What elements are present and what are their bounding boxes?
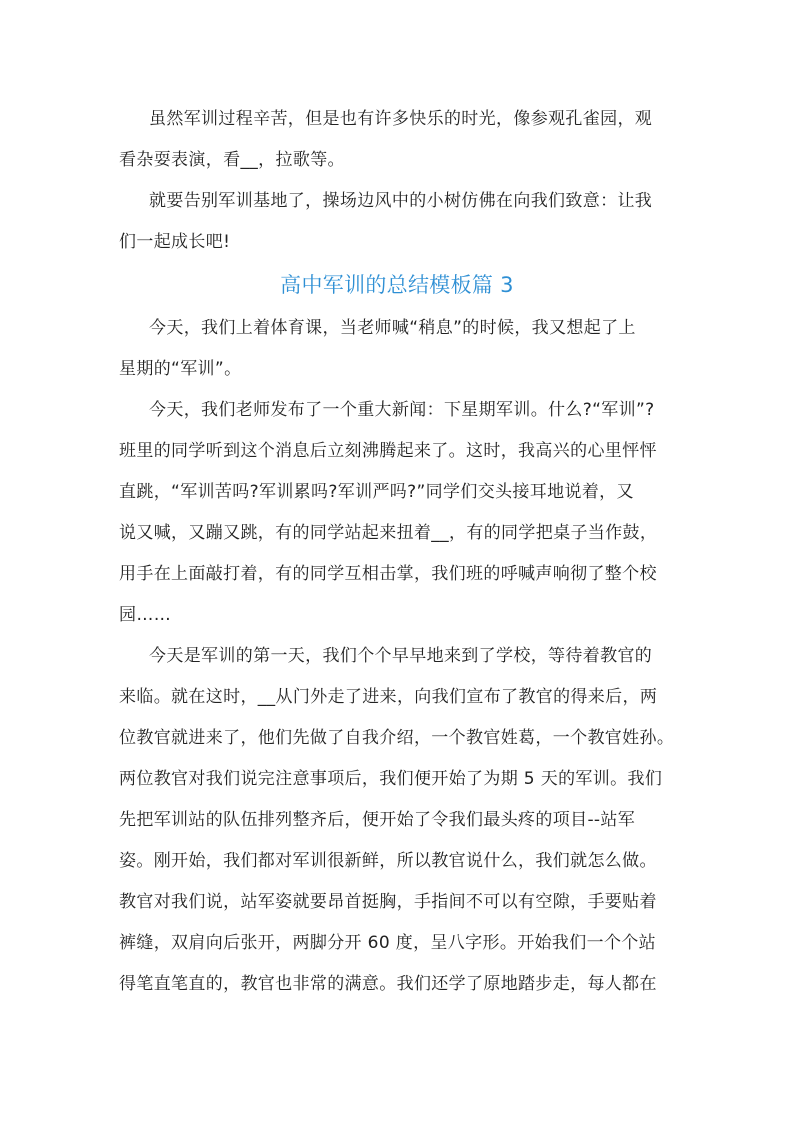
body-section <box>119 308 675 1005</box>
paragraph-line: 说又喊，又蹦又跳，有的同学站起来扭着__，有的同学把桌子当作鼓， <box>119 523 658 543</box>
paragraph-line: 园…… <box>119 605 172 625</box>
paragraph-line: 直跳，“军训苦吗?军训累吗?军训严吗?”同学们交头接耳地说着，又 <box>119 482 634 502</box>
paragraph-line: 两位教官对我们说完注意事项后，我们便开始了为期 5 天的军训。我们 <box>119 769 663 789</box>
paragraph <box>119 390 675 636</box>
paragraph-line: 先把军训站的队伍排列整齐后，便开始了令我们最头疼的项目--站军 <box>119 810 636 830</box>
section-heading: 高中军训的总结模板篇 3 <box>280 273 514 297</box>
paragraph-line: 教官对我们说，站军姿就要昂首挺胸，手指间不可以有空隙，手要贴着 <box>119 892 657 912</box>
paragraph-line: 姿。刚开始，我们都对军训很新鲜，所以教官说什么，我们就怎么做。 <box>119 851 657 871</box>
paragraph-line: 星期的“军训”。 <box>119 359 242 379</box>
paragraph-line: 们一起成长吧! <box>119 232 231 252</box>
paragraph <box>119 181 675 263</box>
paragraph-line: 虽然军训过程辛苦，但是也有许多快乐的时光，像参观孔雀园，观 <box>149 109 653 129</box>
paragraph-line: 来临。就在这时，__从门外走了进来，向我们宣布了教官的得来后，两 <box>119 687 658 707</box>
paragraph-line: 今天，我们老师发布了一个重大新闻：下星期军训。什么?“军训”? <box>149 400 655 420</box>
paragraph <box>119 99 675 181</box>
paragraph-line: 得笔直笔直的，教官也非常的满意。我们还学了原地踏步走，每人都在 <box>119 974 657 994</box>
paragraph-line: 看杂耍表演，看__，拉歌等。 <box>119 150 345 170</box>
paragraph-line: 裤缝，双肩向后张开，两脚分开 60 度，呈八字形。开始我们一个个站 <box>119 933 656 953</box>
paragraph-line: 位教官就进来了，他们先做了自我介绍，一个教官姓葛，一个教官姓孙。 <box>119 728 675 748</box>
paragraph <box>119 636 675 1005</box>
paragraph-line: 今天是军训的第一天，我们个个早早地来到了学校，等待着教官的 <box>149 646 653 666</box>
top-section <box>119 99 675 263</box>
paragraph-line: 今天，我们上着体育课，当老师喊“稍息”的时候，我又想起了上 <box>149 318 636 338</box>
paragraph-line: 班里的同学听到这个消息后立刻沸腾起来了。这时，我高兴的心里怦怦 <box>119 441 657 461</box>
paragraph-line: 用手在上面敲打着，有的同学互相击掌，我们班的呼喊声响彻了整个校 <box>119 564 657 584</box>
paragraph-line: 就要告别军训基地了，操场边风中的小树仿佛在向我们致意：让我 <box>149 191 653 211</box>
paragraph <box>119 308 675 390</box>
